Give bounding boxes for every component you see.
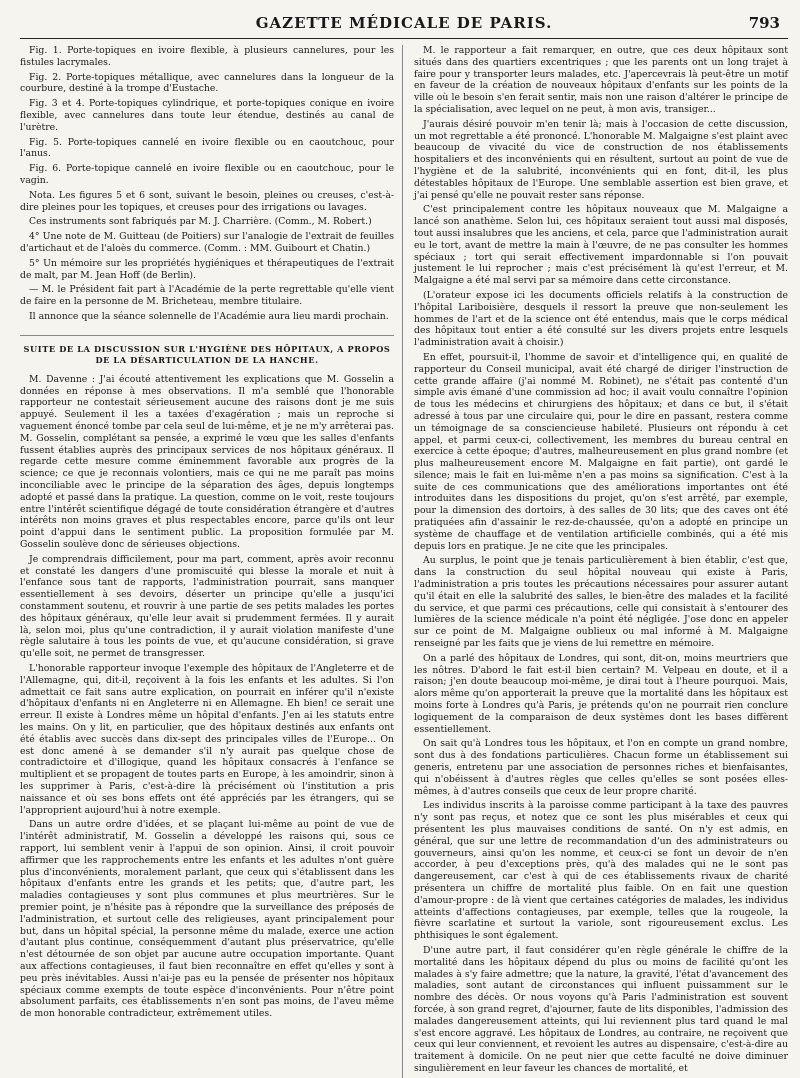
body-paragraph: M. Davenne : J'ai écouté attentivement les explications que M. Gosselin a données en réponse à mes observations. Il m'a semblé que l'honorable rapporteur ne contestait sérieusement aucune des raisons dont je me suis appuyé. Seulement il les a taxées d'exagération ; mais un reproche si vaguement énoncé tombe par cela seul de lui-même, et je ne m'y arrêterai pas. M. Gosselin, complétant sa pensée, a exprimé le vœu que les salles d'enfants fussent établies auprès des principaux services de nos hôpitaux généraux. Il regarde cette mesure comme éminemment favorable aux progrès de la science; ce que je reconnais volontiers, mais ce qui ne me paraît pas moins inconciliable avec le principe de la séparation des âges, depuis longtemps adopté et passé dans la pratique. La question, comme on le voit, reste toujours entre l'intérêt scientifique dégagé de toute considération étrangère et d'autres intérêts non moins graves et plus respectables encore, parce qu'ils ont leur point d'appui dans le sentiment public. La proposition formulée par M. Gosselin soulève donc de sérieuses objections.	[20, 373, 394, 551]
figure-caption-2: Fig. 2. Porte-topiques métallique, avec cannelures dans la longueur de la courbure, destiné à la trompe d'Eustache.	[20, 71, 394, 95]
figure-caption-1: Fig. 1. Porte-topiques en ivoire flexible, à plusieurs cannelures, pour les fistules lacrymales.	[20, 45, 394, 68]
section-heading: SUITE DE LA DISCUSSION SUR L'HYGIÈNE DES HÔPITAUX, A PROPOS DE LA DÉSARTICULATION DE LA HANCHE.	[20, 335, 394, 366]
note-5: 5° Un mémoire sur les propriétés hygiéniques et thérapeutiques de l'extrait de malt, par M. Jean Hoff (de Berlin).	[20, 257, 394, 281]
body-paragraph: J'aurais désiré pouvoir m'en tenir là; mais à l'occasion de cette discussion, un mot regrettable a été prononcé. L'honorable M. Malgaigne s'est plaint avec beaucoup de vivacité du vice de construction de nos établissements hospitaliers et des inconvénients qui en résultent, surtout au point de vue de l'hygiène et de la salubrité, inconvénients qui en font, dit-il, les plus détestables hôpitaux de l'Europe. Une semblable assertion est bien grave, et j'ai pensé qu'elle ne pouvait rester sans réponse.	[414, 118, 788, 201]
body-paragraph: (L'orateur expose ici les documents officiels relatifs à la construction de l'hôpital Lariboisière, desquels il ressort la preuve que non-seulement les hommes de l'art et de la science ont été entendus, mais que le corps médical des hôpitaux tout entier a été consulté sur les divers projets entre lesquels l'administration avait à choisir.)	[414, 289, 788, 349]
left-column	[20, 45, 403, 1078]
president-note: — M. le Président fait part à l'Académie de la perte regrettable qu'elle vient de faire en la personne de M. Bricheteau, membre titulaire.	[20, 284, 394, 308]
body-paragraph: En effet, poursuit-il, l'homme de savoir et d'intelligence qui, en qualité de rapporteur du Conseil municipal, avait été chargé de diriger l'instruction de cette grande affaire (j'ai nommé M. Robinet), ne s'était pas contenté d'un simple avis émané d'une commission ad hoc; il avait voulu connaître l'opinion de tous les médecins et chirurgiens des hôpitaux; et dans ce but, il s'était adressé à tous par une circulaire qui, pour le dire en passant, restera comme un témoignage de sa consciencieuse habileté. Plusieurs ont répondu à cet appel, et parmi ceux-ci, collectivement, les membres du bureau central en exercice à cette époque; d'autres, malheureusement en plus grand nombre (et plus malheureusement encore M. Malgaigne en fait partie), ont gardé le silence; mais le fait en lui-même n'en a pas moins sa signification. C'est à la suite de ces communications que des améliorations importantes ont été introduites dans les dispositions du projet, qu'on s'est arrêté, par exemple, pour la dimension des dortoirs, à des salles de 30 lits; que des caves ont été pratiquées afin d'assainir le rez-de-chaussée, qu'on a adopté en principe un système de chauffage et de ventilation artificielle combinés, qui a été mis depuis lors en pratique. Je ne cite que les principales.	[414, 351, 788, 552]
body-paragraph: On sait qu'à Londres tous les hôpitaux, et l'on en compte un grand nombre, sont dus à des fondations particulières. Chacun forme un établissement sui generis, entretenu par une association de personnes riches et bienfaisantes, qui n'obéissent à d'autres règles que celles qu'elles se sont posées elles-mêmes, à d'autres conseils que ceux de leur propre charité.	[414, 738, 788, 797]
journal-title: GAZETTE MÉDICALE DE PARIS.	[255, 14, 553, 32]
body-paragraph: Les individus inscrits à la paroisse comme participant à la taxe des pauvres n'y sont pas reçus, et notez que ce sont les plus misérables et ceux qui présentent les plus mauvaises conditions de santé. On n'y est admis, en général, que sur une lettre de recommandation d'un des administrateurs ou gouverneurs, ainsi qu'on les nomme, et ceux-ci se font un devoir de n'en accorder, à peu d'exceptions près, qu'à des malades qui ne le sont pas dangereusement, car c'est à qui de ces établissements rivaux de charité présentera un chiffre de mortalité plus faible. On en fait une question d'amour-propre : de là vient que certaines catégories de malades, les individus atteints d'affections contagieuses, par exemple, telles que la rougeole, la fièvre scarlatine et surtout la variole, sont rigoureusement exclus. Les phthisiques le sont également.	[414, 800, 788, 942]
columns	[20, 45, 788, 1078]
body-paragraph: M. le rapporteur a fait remarquer, en outre, que ces deux hôpitaux sont situés dans des quartiers excentriques ; que les parents ont un long trajet à faire pour y transporter leurs malades, etc. J'apercevrais là peut-être un motif en faveur de la création de nouveaux hôpitaux d'enfants sur les points de la ville où le besoin s'en ferait sentir, mais non une raison d'altérer le principe de la spécialisation, avec lequel on ne peut, à mon avis, transiger...	[414, 45, 788, 115]
right-column	[410, 45, 788, 1078]
body-paragraph: D'une autre part, il faut considérer qu'en règle générale le chiffre de la mortalité dans les hôpitaux dépend du plus ou moins de facilité qu'ont les malades à s'y faire admettre; que la nature, la gravité, l'état d'avancement des maladies, sont autant de circonstances qui influent puissamment sur le nombre des décès. Or nous voyons qu'à Paris l'administration est souvent forcée, à son grand regret, d'ajourner, faute de lits disponibles, l'admission des malades dangereusement atteints, qui lui reviennent plus tard quand le mal s'est encore aggravé. Les hôpitaux de Londres, au contraire, ne reçoivent que ceux qui leur conviennent, et revoient les autres au dispensaire, c'est-à-dire au traitement à domicile. On ne peut nier que cette faculté ne doive diminuer singulièrement en leur faveur les chances de mortalité, et	[414, 944, 788, 1074]
nota-paragraph: Nota. Les figures 5 et 6 sont, suivant le besoin, pleines ou creuses, c'est-à-dire pleines pour les topiques, et creuses pour des irrigations ou lavages.	[20, 189, 394, 213]
note-4: 4° Une note de M. Guitteau (de Poitiers) sur l'analogie de l'extrait de feuilles d'artichaut et de l'aloès du commerce. (Comm. : MM. Guibourt et Chatin.)	[20, 231, 394, 254]
page	[0, 8, 800, 1072]
body-paragraph: On a parlé des hôpitaux de Londres, qui sont, dit-on, moins meurtriers que les nôtres. D'abord le fait est-il bien certain? M. Velpeau en doute, et il a raison; j'en doute beaucoup moi-même, je dirai tout à l'heure pourquoi. Mais, alors même qu'on apporterait la preuve que la mortalité dans les hôpitaux est moins forte à Londres qu'à Paris, je prétends qu'on ne pourrait rien conclure logiquement de la comparaison de deux systèmes dont les bases diffèrent essentiellement.	[414, 652, 788, 735]
body-paragraph: Au surplus, le point que je tenais particulièrement à bien établir, c'est que, dans la construction du seul hôpital nouveau qui existe à Paris, l'administration a pris toutes les précautions nécessaires pour assurer autant qu'il était en elle la salubrité des salles, le bien-être des malades et la facilité du service, et que parmi ces précautions, celle qui consistait à s'entourer des lumières de la science médicale n'a point été négligée. J'ose donc en appeler sur ce point de M. Malgaigne oublieux ou mal informé à M. Malgaigne renseigné par les faits que je viens de lui remettre en mémoire.	[414, 555, 788, 650]
figure-caption-3: Fig. 3 et 4. Porte-topiques cylindrique, et porte-topiques conique en ivoire flexible, avec cannelures dans toute leur étendue, destinés au canal de l'urètre.	[20, 98, 394, 133]
manufacturer-note: Ces instruments sont fabriqués par M. J. Charrière. (Comm., M. Robert.)	[29, 216, 372, 228]
masthead	[20, 8, 788, 39]
announcement: Il annonce que la séance solennelle de l'Académie aura lieu mardi prochain.	[29, 310, 389, 322]
figure-caption-4: Fig. 5. Porte-topiques cannelé en ivoire flexible ou en caoutchouc, pour l'anus.	[20, 136, 394, 160]
page-number: 793	[748, 14, 780, 32]
body-paragraph: C'est principalement contre les hôpitaux nouveaux que M. Malgaigne a lancé son anathème. Selon lui, ces hôpitaux seraient tout aussi mal disposés, tout aussi insalubres que les anciens, et cela, parce que l'administration aurait eu le tort, avant de mettre la main à l'œuvre, de ne pas consulter les hommes spéciaux ; tort qui serait effectivement impardonnable si l'on pouvait justement le lui reprocher ; mais c'est précisément là qu'est l'erreur, et M. Malgaigne a été mal servi par sa mémoire dans cette circonstance.	[414, 204, 788, 287]
body-paragraph: Dans un autre ordre d'idées, et se plaçant lui-même au point de vue de l'intérêt administratif, M. Gosselin a développé les raisons qui, sous ce rapport, lui semblent venir à l'appui de son opinion. Ainsi, il croit pouvoir affirmer que les rapprochements entre les enfants et les adultes n'ont guère plus d'inconvénients, moralement parlant, que ceux qui s'établissent dans les hôpitaux d'enfants entre les grands et les petits; que, d'autre part, les maladies contagieuses y sont plus communes et plus meurtrières. Sur le premier point, je n'hésite pas à répondre que la surveillance des préposés de l'administration, et surtout celle des religieuses, ayant principalement pour but, dans un hôpital spécial, la personne même du malade, exerce une action d'autant plus continue, conséquemment d'autant plus préservatrice, qu'elle n'est détournée de son objet par aucune autre occupation importante. Quant aux affections contagieuses, il faut bien reconnaître en effet qu'elles y sont à peu près inévitables. Aussi n'ai-je pas eu la pensée de présenter nos hôpitaux spéciaux comme exempts de toute espèce d'inconvénients. Pour n'être point absolument parfaits, ces établissements n'en sont pas moins, de l'aveu même de mon honorable contradicteur, extrêmement utiles.	[20, 819, 394, 1020]
body-paragraph: L'honorable rapporteur invoque l'exemple des hôpitaux de l'Angleterre et de l'Allemagne, qui, dit-il, reçoivent à la fois les enfants et les adultes. Si l'on admettait ce fait sans autre explication, on pourrait en inférer qu'il n'existe d'hôpitaux d'enfants ni en Angleterre ni en Allemagne. Eh bien! ce serait une erreur. Il existe à Londres même un hôpital d'enfants. J'en ai les statuts entre les mains. On y lit, en particulier, que des hôpitaux destinés aux enfants ont été établis avec succès dans dix-sept des principales villes de l'Europe... On est donc amené à se demander s'il n'y aurait pas quelque chose de contradictoire et d'illogique, quand les hôpitaux consacrés à l'enfance se multiplient et se propagent de toutes parts en Europe, à les amoindrir, sinon à les supprimer à Paris, c'est-à-dire là précisément où l'institution a pris naissance et où ses bons effets ont été appréciés par les étrangers, qui se l'approprient aujourd'hui à notre exemple.	[20, 662, 394, 816]
figure-caption-5: Fig. 6. Porte-topique cannelé en ivoire flexible ou en caoutchouc, pour le vagin.	[20, 163, 394, 186]
body-paragraph: Je comprendrais difficilement, pour ma part, comment, après avoir reconnu et constaté les dangers d'une promiscuité qui blesse la morale et nuit à l'enfance sous tant de rapports, l'administration pourrait, sans manquer essentiellement à ses devoirs, déserter un principe qu'elle a jusqu'ici constamment soutenu, et rouvrir à une partie de ses petits malades les portes des hôpitaux généraux, qu'elle leur avait si prudemment fermées. Il y aurait là, selon moi, plus qu'une contradiction, il y aurait violation manifeste d'une règle salutaire à tous les points de vue, et qu'aucune considération, si grave qu'elle soit, ne permet de transgresser.	[20, 553, 394, 660]
